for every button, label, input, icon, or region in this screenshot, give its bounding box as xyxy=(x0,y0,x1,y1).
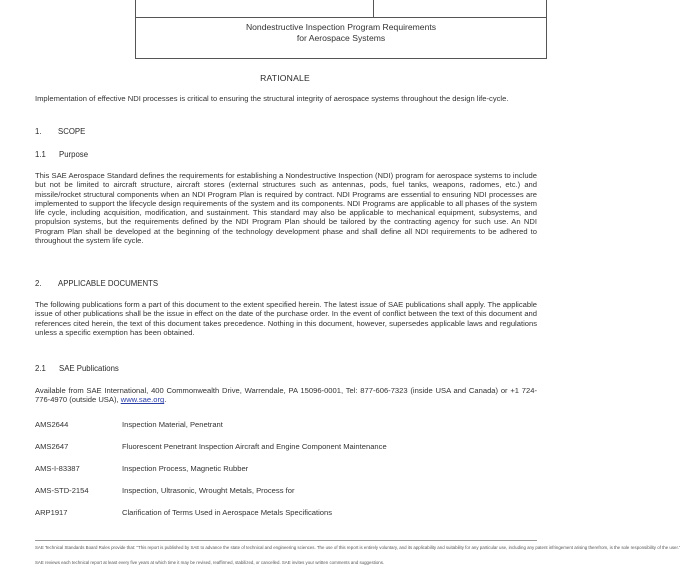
reference-title: Inspection, Ultrasonic, Wrought Metals, Process for xyxy=(122,486,295,495)
sae-availability-text xyxy=(35,386,537,405)
header-table xyxy=(135,0,547,59)
title-line-1: Nondestructive Inspection Program Requirements xyxy=(245,22,437,32)
purpose-text: This SAE Aerospace Standard defines the requirements for establishing a Nondestructive Inspection (NDI) program for aerospace systems to include but not be limited to aircraft structure, aircraft stores (external structures such as antennas, pods, fuel tanks, weapons, radomes, etc.) and missile/rocket structural components when an NDI Program Plan is required by contract. NDI Programs are essential to ensuring NDI processes are implemented to support the lifecycle design requirements of the system and its components. NDI Programs are applicable to all phases of the system life cycle, including acquisition, modification, and sustainment. This standard may also be applicable to mechanical equipment, subsystems, and propulsion systems, but the requirements defined by the NDI Program Plan should be tailored by the contracting agency for such use. An NDI Program Plan shall be developed at the beginning of the technology development phase and shall define all NDI requirements to be adhered to throughout the system life cycle. xyxy=(35,171,537,246)
footer-divider xyxy=(35,540,537,541)
header-top-row xyxy=(136,0,546,18)
document-title xyxy=(136,22,546,44)
sae-link-suffix: . xyxy=(164,395,167,405)
title-line-2: for Aerospace Systems xyxy=(296,33,386,43)
sae-availability-body: Available from SAE International, 400 Commonwealth Drive, Warrendale, PA 15096-0001, Tel: 877-606-7323 (inside USA and Canada) or +1 724-776-4970 (outside USA), xyxy=(35,386,537,405)
footnote-line-2: SAE reviews each technical report at least every five years at which time it may be revised, reaffirmed, stabilized, or cancelled. SAE invites your written comments and suggestions. xyxy=(35,560,385,565)
reference-code: AMS-I-83387 xyxy=(35,464,80,473)
reference-title: Fluorescent Penetrant Inspection Aircraft and Engine Component Maintenance xyxy=(122,442,387,451)
footnote-line-1: SAE Technical Standards Board Rules provide that: "This report is published by SAE to advance the state of technical and engineering sciences. The use of this report is entirely voluntary, and its applicability and suitability for any particular use, including any patent infringement arising therefrom, is the sole responsibility of the user." xyxy=(35,545,680,550)
sae-website-link[interactable]: www.sae.org xyxy=(120,395,165,405)
rationale-text: Implementation of effective NDI processes is critical to ensuring the structural integrity of aerospace systems throughout the design life-cycle. xyxy=(35,94,509,103)
applicable-text: The following publications form a part of this document to the extent specified herein. The latest issue of SAE publications shall apply. The applicable issue of other publications shall be the issue in effect on the date of the purchase order. In the event of conflict between the text of this document and references cited herein, the text of this document takes precedence. Nothing in this document, however, supersedes applicable laws and regulations unless a specific exemption has been obtained. xyxy=(35,300,537,337)
section-title: SCOPE xyxy=(58,127,86,136)
section-title: APPLICABLE DOCUMENTS xyxy=(58,279,159,288)
section-number: 1. xyxy=(35,127,42,136)
reference-code: AMS2644 xyxy=(35,420,69,429)
rationale-heading: RATIONALE xyxy=(260,73,310,83)
reference-title: Inspection Process, Magnetic Rubber xyxy=(122,464,249,473)
section-title: SAE Publications xyxy=(59,364,119,373)
section-2-heading xyxy=(35,279,158,288)
section-number: 2. xyxy=(35,279,42,288)
header-divider xyxy=(373,0,374,17)
section-title: Purpose xyxy=(59,150,89,159)
reference-code: AMS2647 xyxy=(35,442,69,451)
section-1-1-heading xyxy=(35,150,88,159)
section-number: 1.1 xyxy=(35,150,46,159)
section-2-1-heading xyxy=(35,364,119,373)
reference-title: Inspection Material, Penetrant xyxy=(122,420,223,429)
reference-code: ARP1917 xyxy=(35,508,68,517)
reference-code: AMS-STD-2154 xyxy=(35,486,89,495)
reference-title: Clarification of Terms Used in Aerospace Metals Specifications xyxy=(122,508,333,517)
section-number: 2.1 xyxy=(35,364,46,373)
section-1-heading xyxy=(35,127,85,136)
